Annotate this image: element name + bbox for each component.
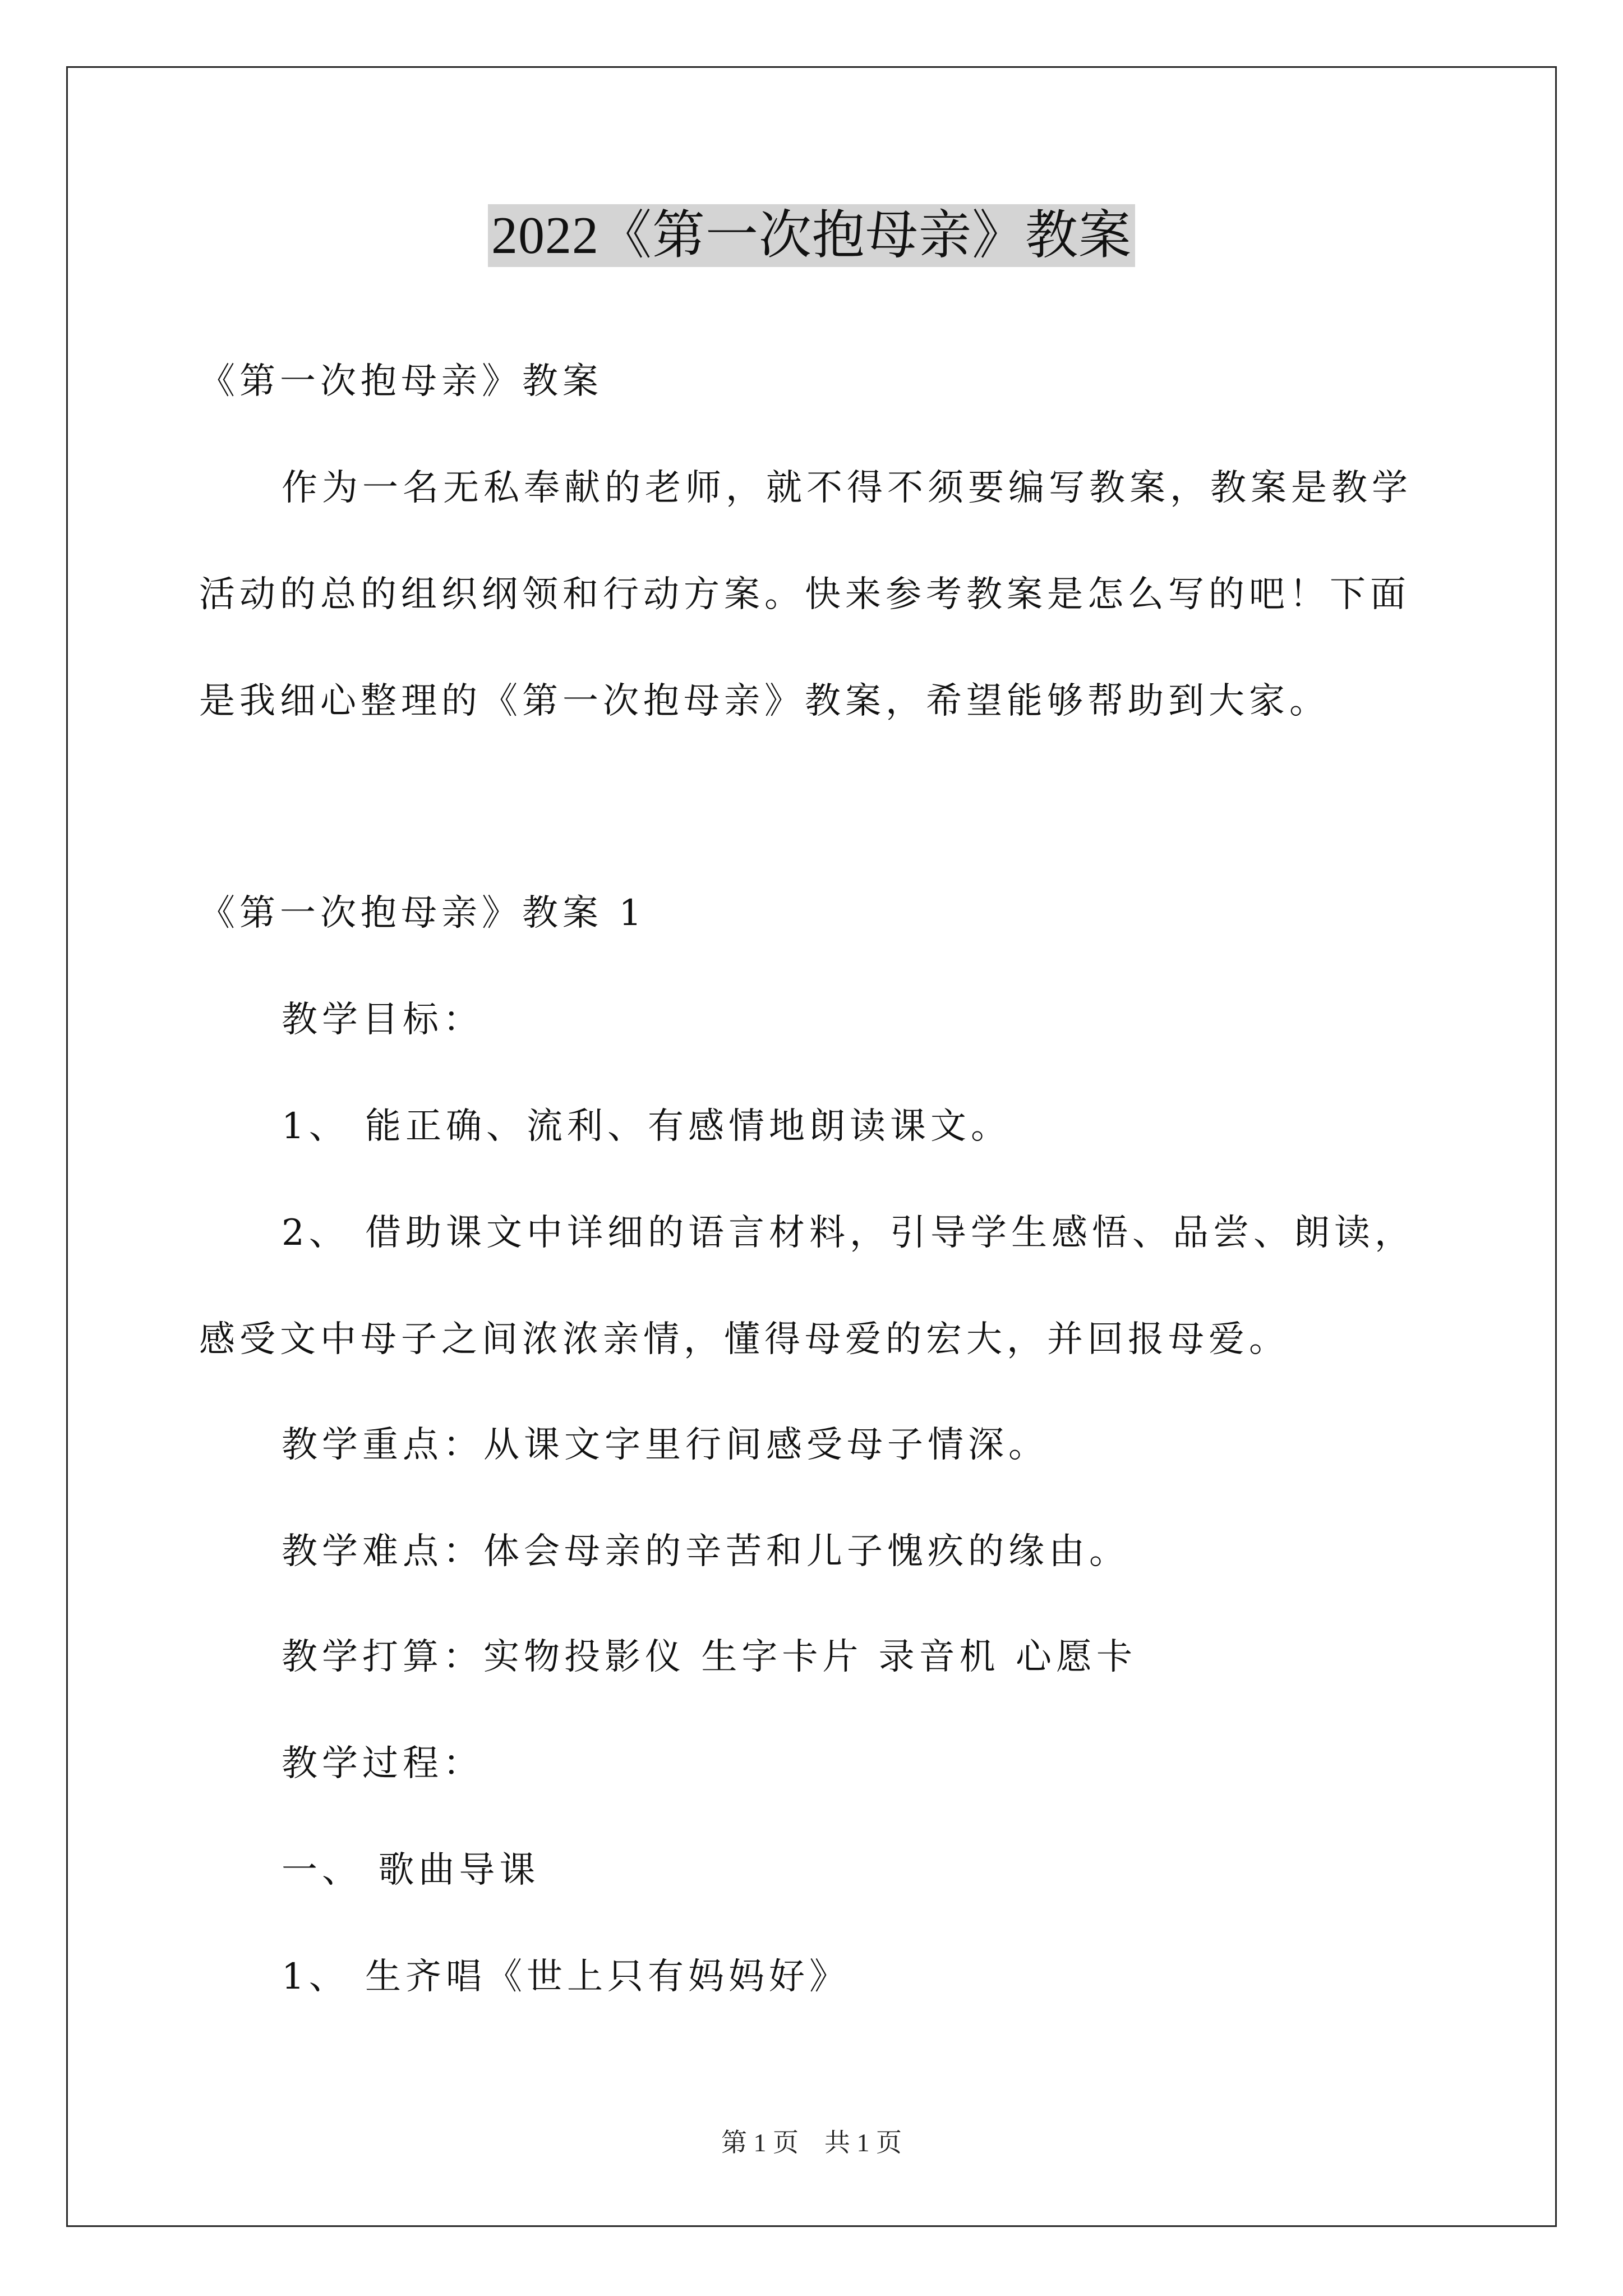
step-item-1: 1、 生齐唱《世上只有妈妈好》 <box>282 1956 850 1998</box>
intro-line-2: 活动的总的组织纲领和行动方案。快来参考教案是怎么写的吧！下面 <box>199 574 1410 615</box>
preparation: 教学打算：实物投影仪 生字卡片 录音机 心愿卡 <box>282 1636 1137 1678</box>
key-point: 教学重点：从课文字里行间感受母子情深。 <box>282 1424 1049 1466</box>
objective-item-2-continued: 感受文中母子之间浓浓亲情，懂得母爱的宏大，并回报母爱。 <box>199 1319 1289 1360</box>
objective-item-2: 2、 借助课文中详细的语言材料，引导学生感悟、品尝、朗读， <box>282 1212 1415 1254</box>
document-title-text: 2022《第一次抱母亲》教案 <box>488 204 1135 267</box>
step-heading: 一、 歌曲导课 <box>282 1849 540 1891</box>
subtitle: 《第一次抱母亲》教案 <box>199 361 603 402</box>
document-title <box>0 196 1623 275</box>
page-footer <box>0 2126 1623 2160</box>
objectives-heading: 教学目标： <box>282 999 483 1041</box>
intro-line-1: 作为一名无私奉献的老师，就不得不须要编写教案，教案是教学 <box>282 467 1412 509</box>
section-heading: 《第一次抱母亲》教案 1 <box>199 892 647 934</box>
page-number: 第 1 页 <box>721 2128 799 2157</box>
intro-line-3: 是我细心整理的《第一次抱母亲》教案，希望能够帮助到大家。 <box>199 680 1330 722</box>
difficulty: 教学难点：体会母亲的辛苦和儿子愧疚的缘由。 <box>282 1531 1129 1572</box>
page-total: 共 1 页 <box>824 2128 902 2157</box>
process-heading: 教学过程： <box>282 1743 483 1784</box>
objective-item-1: 1、 能正确、流利、有感情地朗读课文。 <box>282 1106 1012 1147</box>
